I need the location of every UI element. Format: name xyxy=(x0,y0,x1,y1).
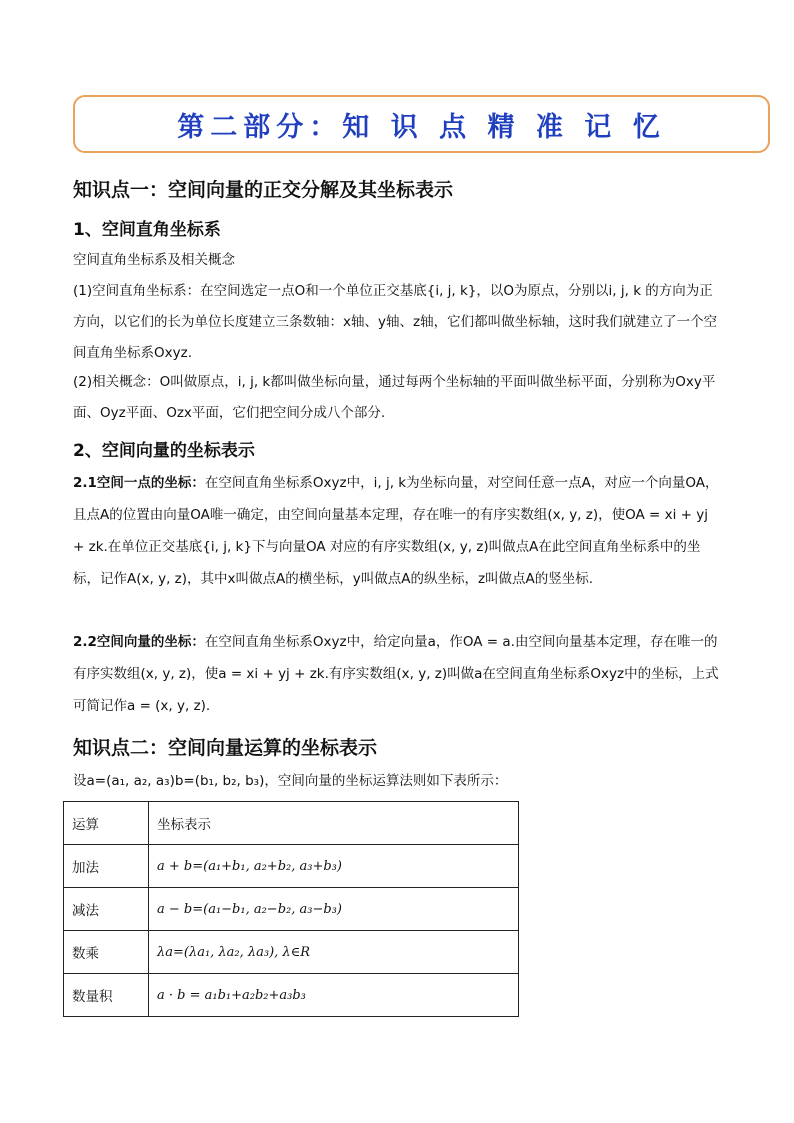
row-operation: 数乘 xyxy=(64,931,149,974)
row-formula: a · b = a₁b₁+a₂b₂+a₃b₃ xyxy=(149,974,519,1017)
kp1-heading: 知识点一：空间向量的正交分解及其坐标表示 xyxy=(73,179,454,201)
row-operation: 加法 xyxy=(64,845,149,888)
sec2-heading: 2、空间向量的坐标表示 xyxy=(73,441,255,461)
point-coordinates-text: 在空间直角坐标系Oxyz中，i, j, k为坐标向量，对空间任意一点A，对应一个向量OA，且点A的位置由向量OA唯一确定，由空间向量基本定理，存在唯一的有序实数组(x, y, z)，使OA = xi + yj + zk.在单位正交基底{i, j, k}下与向量OA 对应的有序实数组(x, y, z)叫做点A在此空间直角坐标系中的坐标，记作A(x, y, z)，其中x叫做点A的横坐标，y叫做点A的纵坐标，z叫做点A的竖坐标. xyxy=(73,475,719,587)
sec1-intro: 空间直角坐标系及相关概念 xyxy=(73,252,235,268)
point-coordinates-label: 2.1空间一点的坐标： xyxy=(73,475,205,491)
operations-table xyxy=(63,801,519,1017)
paragraph-related-concepts: (2)相关概念：O叫做原点，i, j, k都叫做坐标向量，通过每两个坐标轴的平面叫做坐标平面，分别称为Oxy平面、Oyz平面、Ozx平面，它们把空间分成八个部分. xyxy=(73,374,716,421)
table-row xyxy=(64,888,519,931)
header-coordinate-form: 坐标表示 xyxy=(149,802,519,845)
paragraph-point-coordinates xyxy=(73,467,723,595)
kp2-heading: 知识点二：空间向量运算的坐标表示 xyxy=(73,737,378,759)
vector-coordinates-label: 2.2空间向量的坐标： xyxy=(73,634,205,650)
paragraph-vector-coordinates xyxy=(73,626,723,722)
row-formula: a + b=(a₁+b₁, a₂+b₂, a₃+b₃) xyxy=(149,845,519,888)
table-row xyxy=(64,931,519,974)
header-operation: 运算 xyxy=(64,802,149,845)
row-formula: λa=(λa₁, λa₂, λa₃), λ∈R xyxy=(149,931,519,974)
page-title: 第二部分：知 识 点 精 准 记 忆 xyxy=(177,111,666,143)
vector-coordinates-text: 在空间直角坐标系Oxyz中，给定向量a，作OA = a.由空间向量基本定理，存在唯一的有序实数组(x, y, z)，使a = xi + yj + zk.有序实数组(x, y, z)叫做a在空间直角坐标系Oxyz中的坐标，上式可简记作a = (x, y, z). xyxy=(73,634,719,714)
table-header-row xyxy=(64,802,519,845)
sec1-heading: 1、空间直角坐标系 xyxy=(73,220,221,240)
kp2-intro: 设a=(a₁, a₂, a₃)b=(b₁, b₂, b₃)，空间向量的坐标运算法则如下表所示： xyxy=(73,773,508,789)
table-row xyxy=(64,845,519,888)
table-row xyxy=(64,974,519,1017)
title-box xyxy=(73,95,770,153)
row-operation: 数量积 xyxy=(64,974,149,1017)
paragraph-coordinate-system: (1)空间直角坐标系：在空间选定一点O和一个单位正交基底{i, j, k}，以O为原点，分别以i, j, k 的方向为正方向，以它们的长为单位长度建立三条数轴：x轴、y轴、z轴，它们都叫做坐标轴，这时我们就建立了一个空间直角坐标系Oxyz. xyxy=(73,283,718,361)
row-operation: 减法 xyxy=(64,888,149,931)
row-formula: a − b=(a₁−b₁, a₂−b₂, a₃−b₃) xyxy=(149,888,519,931)
